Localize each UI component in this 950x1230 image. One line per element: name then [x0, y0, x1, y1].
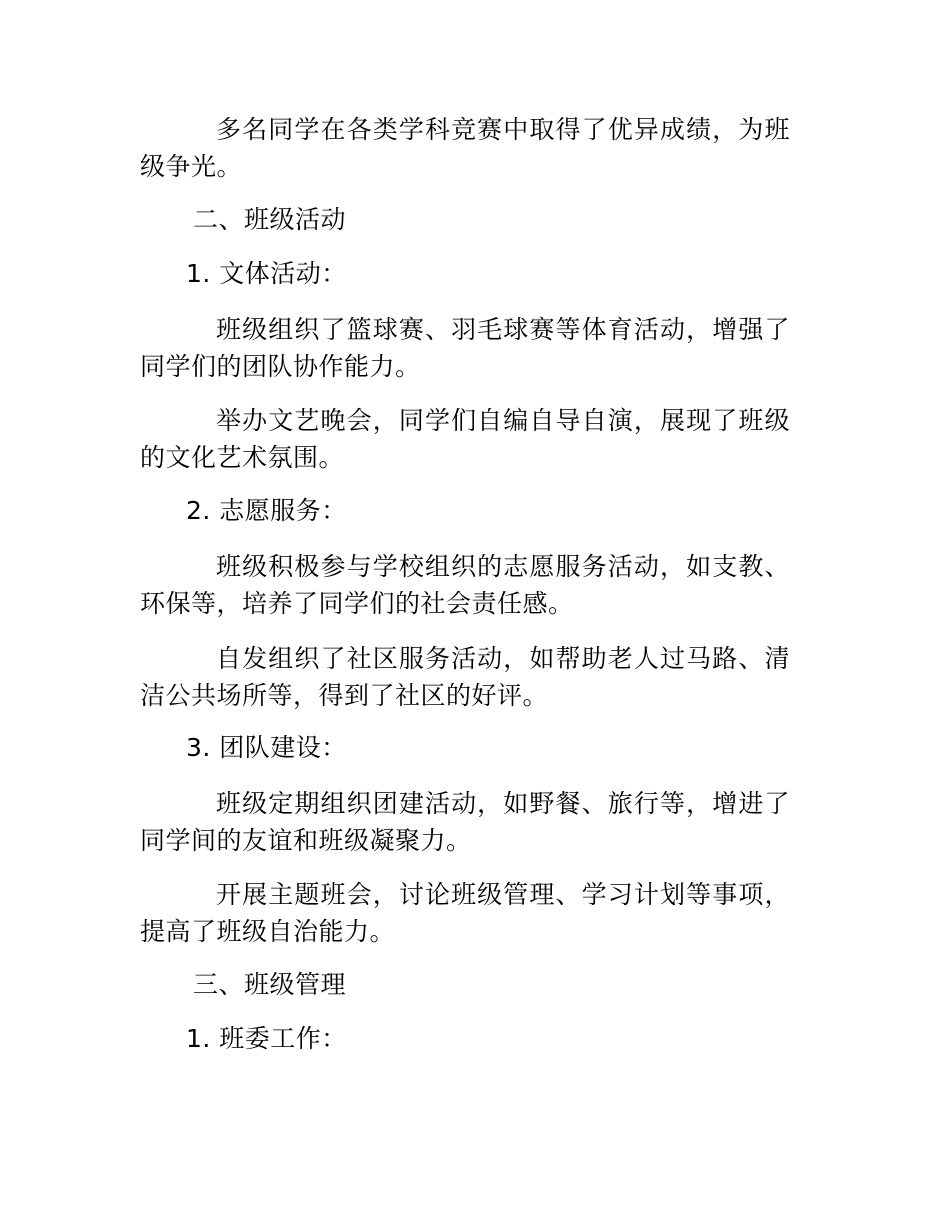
paragraph-community-service: 自发组织了社区服务活动，如帮助老人过马路、清洁公共场所等，得到了社区的好评。: [140, 644, 790, 710]
paragraph-volunteer-school: 班级积极参与学校组织的志愿服务活动，如支教、环保等，培养了同学们的社会责任感。: [140, 552, 790, 618]
paragraph-team-activities: 班级定期组织团建活动，如野餐、旅行等，增进了同学间的友谊和班级凝聚力。: [140, 789, 790, 855]
paragraph-sports-events: 班级组织了篮球赛、羽毛球赛等体育活动，增强了同学们的团队协作能力。: [140, 315, 790, 381]
section-heading-class-activities: 二、班级活动: [193, 205, 347, 234]
subheading-sports-arts: 1. 文体活动：: [186, 259, 347, 288]
paragraph-arts-gala: 举办文艺晚会，同学们自编自导自演，展现了班级的文化艺术氛围。: [140, 406, 790, 472]
paragraph-competition-results: 多名同学在各类学科竞赛中取得了优异成绩，为班级争光。: [140, 115, 790, 181]
subheading-committee-work: 1. 班委工作：: [186, 1024, 347, 1053]
paragraph-class-meeting: 开展主题班会，讨论班级管理、学习计划等事项，提高了班级自治能力。: [140, 880, 790, 946]
subheading-volunteer-service: 2. 志愿服务：: [186, 496, 347, 525]
section-heading-class-management: 三、班级管理: [193, 970, 347, 999]
subheading-team-building: 3. 团队建设：: [186, 733, 347, 762]
